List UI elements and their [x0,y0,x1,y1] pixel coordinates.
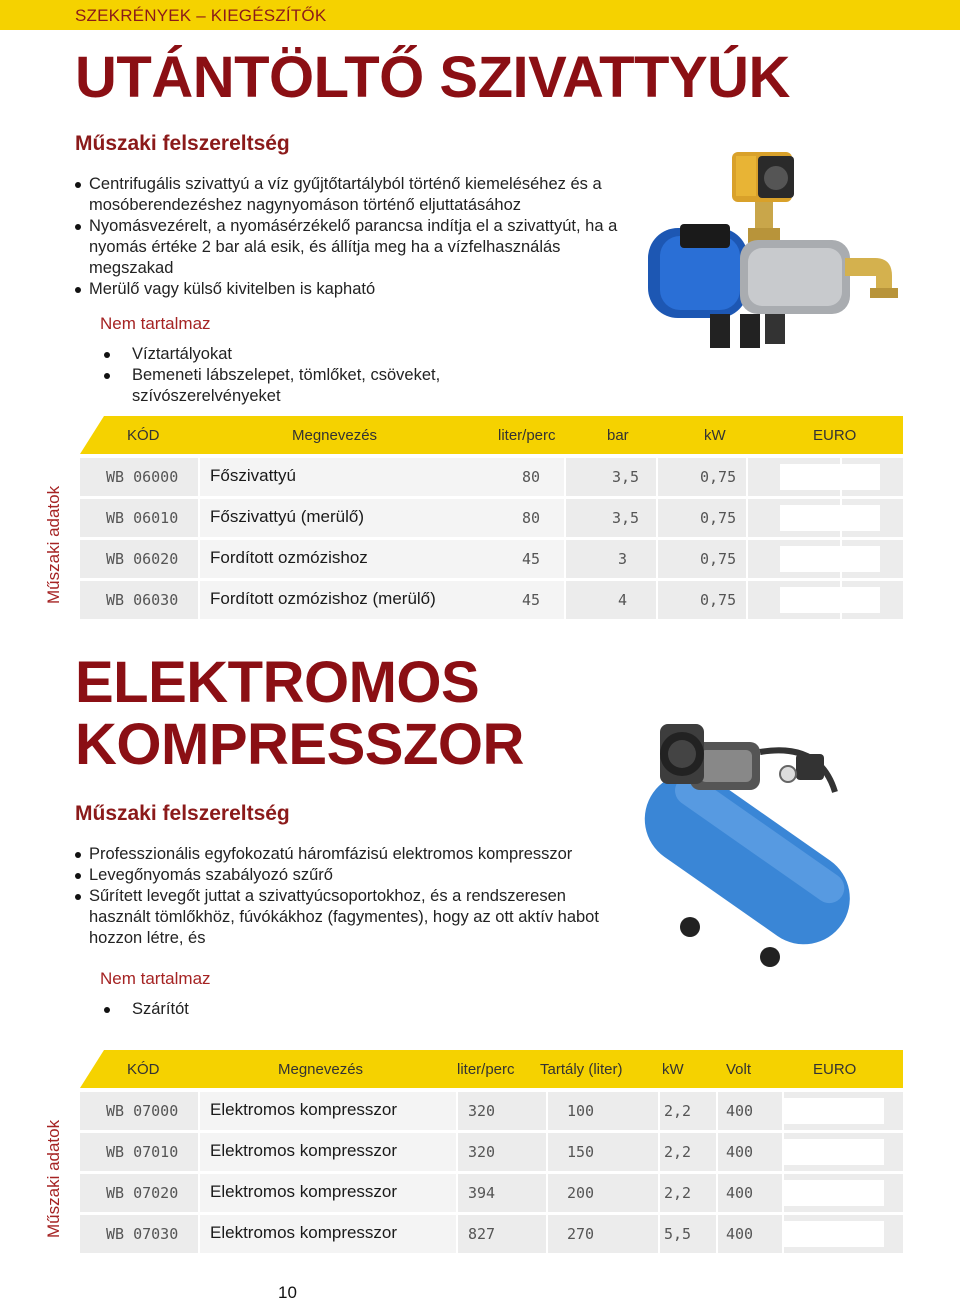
row-kw: 2,2 [664,1102,692,1120]
page-number: 10 [278,1283,297,1302]
compressor-feature: Sűrített levegőt juttat a szivattyúcsoportokhoz, és a rendszeresen használt tömlőkhöz, fúvókákhoz (fagymentes), hogy az ott aktív habot hozzon létre, és [75,886,615,949]
row-volt: 400 [726,1143,754,1161]
pump-col-bar: bar [607,427,629,444]
row-euro [780,464,880,490]
row-euro [784,1221,884,1247]
table-row [80,1133,903,1171]
row-tank: 150 [567,1143,595,1161]
row-code: WB 07020 [106,1184,179,1202]
pump-excluded-item: Bemeneti lábszelepet, tömlőket, csöveket, szívószerelvényeket [100,365,500,407]
compressor-excluded-list [100,999,400,1020]
compressor-excluded-heading: Nem tartalmaz [100,969,211,988]
row-name: Elektromos kompresszor [210,1223,398,1242]
row-lpm: 320 [468,1102,496,1120]
row-euro [784,1098,884,1124]
compressor-feature: Professzionális egyfokozatú háromfázisú elektromos kompresszor [75,844,615,865]
row-euro [780,587,880,613]
row-kw: 0,75 [700,509,737,527]
pump-col-code: KÓD [127,427,160,444]
compressor-table-header [80,1050,903,1088]
row-lpm: 80 [522,468,541,486]
compressor-excluded-item: Szárítót [100,999,400,1020]
compressor-side-label: Műszaki adatok [44,1119,63,1238]
table-row [80,1174,903,1212]
pump-col-lpm: liter/perc [498,427,556,444]
row-name: Főszivattyú [210,466,296,485]
row-lpm: 45 [522,550,541,568]
row-kw: 2,2 [664,1143,692,1161]
comp-col-volt: Volt [726,1061,752,1078]
table-row [80,458,903,496]
compressor-title-line1: ELEKTROMOS [75,650,480,715]
pump-col-euro: EURO [813,427,857,444]
row-euro [780,546,880,572]
row-kw: 0,75 [700,550,737,568]
table-row [80,1215,903,1253]
comp-col-lpm: liter/perc [457,1061,515,1078]
pump-title: UTÁNTÖLTŐ SZIVATTYÚK [75,45,790,110]
comp-col-kw: kW [662,1061,684,1078]
row-name: Elektromos kompresszor [210,1182,398,1201]
row-code: WB 07030 [106,1225,179,1243]
row-volt: 400 [726,1225,754,1243]
row-lpm: 45 [522,591,541,609]
row-kw: 5,5 [664,1225,692,1243]
row-lpm: 80 [522,509,541,527]
row-kw: 0,75 [700,591,737,609]
row-bar: 3 [618,550,628,568]
row-bar: 3,5 [612,509,640,527]
row-name: Elektromos kompresszor [210,1100,398,1119]
pump-side-label: Műszaki adatok [44,485,63,604]
row-lpm: 320 [468,1143,496,1161]
row-euro [784,1180,884,1206]
row-kw: 2,2 [664,1184,692,1202]
pump-feature-list [75,174,620,300]
table-row [80,1092,903,1130]
row-code: WB 06030 [106,591,179,609]
pump-excluded-heading: Nem tartalmaz [100,314,211,333]
comp-col-euro: EURO [813,1061,857,1078]
compressor-image [620,712,870,972]
compressor-equipment-heading: Műszaki felszereltség [75,802,290,825]
pump-image [640,148,900,353]
table-row [80,499,903,537]
row-volt: 400 [726,1184,754,1202]
compressor-title [75,652,524,776]
section-label: SZEKRÉNYEK – KIEGÉSZÍTŐK [75,6,327,25]
pump-feature: Merülő vagy külső kivitelben is kapható [75,279,620,300]
row-kw: 0,75 [700,468,737,486]
row-name: Elektromos kompresszor [210,1141,398,1160]
row-lpm: 394 [468,1184,496,1202]
compressor-feature: Levegőnyomás szabályozó szűrő [75,865,615,886]
pump-col-kw: kW [704,427,726,444]
row-code: WB 06000 [106,468,179,486]
table-row [80,540,903,578]
row-tank: 100 [567,1102,595,1120]
pump-excluded-list [100,344,500,407]
pump-feature: Nyomásvezérelt, a nyomásérzékelő parancsa indítja el a szivattyút, ha a nyomás értéke 2 bar alá esik, és állítja meg ha a vízfelhasználás megszakad [75,216,620,279]
pump-col-name: Megnevezés [292,427,378,444]
row-name: Főszivattyú (merülő) [210,507,364,526]
row-euro [784,1139,884,1165]
row-name: Fordított ozmózishoz (merülő) [210,589,436,608]
row-bar: 3,5 [612,468,640,486]
pump-table-header [80,416,903,454]
row-code: WB 06010 [106,509,179,527]
pump-feature: Centrifugális szivattyú a víz gyűjtőtartályból történő kiemeléséhez és a mosóberendezéshez nagynyomáson történő eljuttatásához [75,174,620,216]
pump-excluded-item: Víztartályokat [100,344,500,365]
row-lpm: 827 [468,1225,496,1243]
comp-col-tank: Tartály (liter) [540,1061,623,1078]
table-row [80,581,903,619]
row-euro [780,505,880,531]
row-tank: 200 [567,1184,595,1202]
row-code: WB 07000 [106,1102,179,1120]
row-code: WB 06020 [106,550,179,568]
row-code: WB 07010 [106,1143,179,1161]
comp-col-name: Megnevezés [278,1061,364,1078]
row-name: Fordított ozmózishoz [210,548,368,567]
pump-equipment-heading: Műszaki felszereltség [75,132,290,155]
row-volt: 400 [726,1102,754,1120]
compressor-title-line2: KOMPRESSZOR [75,712,524,777]
compressor-feature-list [75,844,615,949]
comp-col-code: KÓD [127,1061,160,1078]
row-bar: 4 [618,591,628,609]
row-tank: 270 [567,1225,595,1243]
